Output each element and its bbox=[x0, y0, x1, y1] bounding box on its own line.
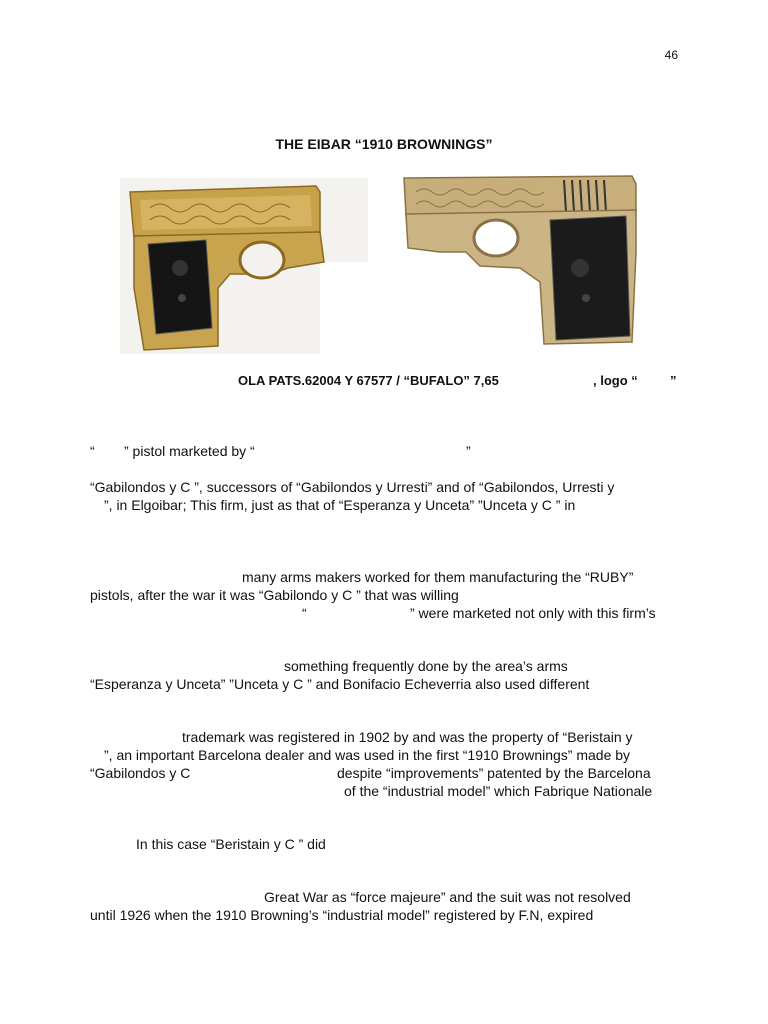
p5-line3b: despite “improvements” patented by the Barcelona bbox=[337, 765, 651, 781]
p1-open-quote: “ bbox=[90, 443, 95, 459]
page-title: THE EIBAR “1910 BROWNINGS” bbox=[275, 136, 493, 152]
p5-line2: ”, an important Barcelona dealer and was used in the first “1910 Brownings” made by bbox=[104, 747, 631, 763]
p3-line1: many arms makers worked for them manufacturing the “RUBY” bbox=[242, 569, 634, 585]
figure-caption: OLA PATS.62004 Y 67577 / “BUFALO” 7,65 bbox=[238, 373, 499, 388]
p1-close-quote: ” bbox=[466, 443, 471, 459]
caption-logo: , logo “ bbox=[593, 373, 638, 388]
p1-text: ” pistol marketed by “ bbox=[124, 443, 255, 459]
p3-line3-quote: “ bbox=[302, 605, 307, 621]
pistol-photo-right bbox=[400, 172, 640, 346]
pistol-photo-left bbox=[120, 178, 368, 354]
page-number: 46 bbox=[664, 48, 678, 62]
p3-line2: pistols, after the war it was “Gabilondo y C ” that was willing bbox=[90, 587, 459, 603]
caption-close-quote: ” bbox=[670, 373, 677, 388]
p2-line1: “Gabilondos y C ”, successors of “Gabilondos y Urresti” and of “Gabilondos, Urresti y bbox=[90, 479, 615, 495]
p3-line3: ” were marketed not only with this firm’s bbox=[410, 605, 656, 621]
p4-line2: “Esperanza y Unceta” ”Unceta y C ” and Bonifacio Echeverria also used different bbox=[90, 676, 590, 692]
p6-line1: In this case “Beristain y C ” did bbox=[136, 836, 326, 852]
p5-line1: trademark was registered in 1902 by and was the property of “Beristain y bbox=[182, 729, 633, 745]
p7-line1: Great War as “force majeure” and the suit was not resolved bbox=[264, 889, 631, 905]
p5-line3: “Gabilondos y C bbox=[90, 765, 191, 781]
p5-line4: of the “industrial model” which Fabrique Nationale bbox=[344, 783, 653, 799]
p2-line2: ”, in Elgoibar; This firm, just as that of “Esperanza y Unceta” ”Unceta y C ” in bbox=[104, 497, 576, 513]
p4-line1: something frequently done by the area’s arms bbox=[284, 658, 568, 674]
p7-line2: until 1926 when the 1910 Browning’s “industrial model” registered by F.N, expired bbox=[90, 907, 594, 923]
